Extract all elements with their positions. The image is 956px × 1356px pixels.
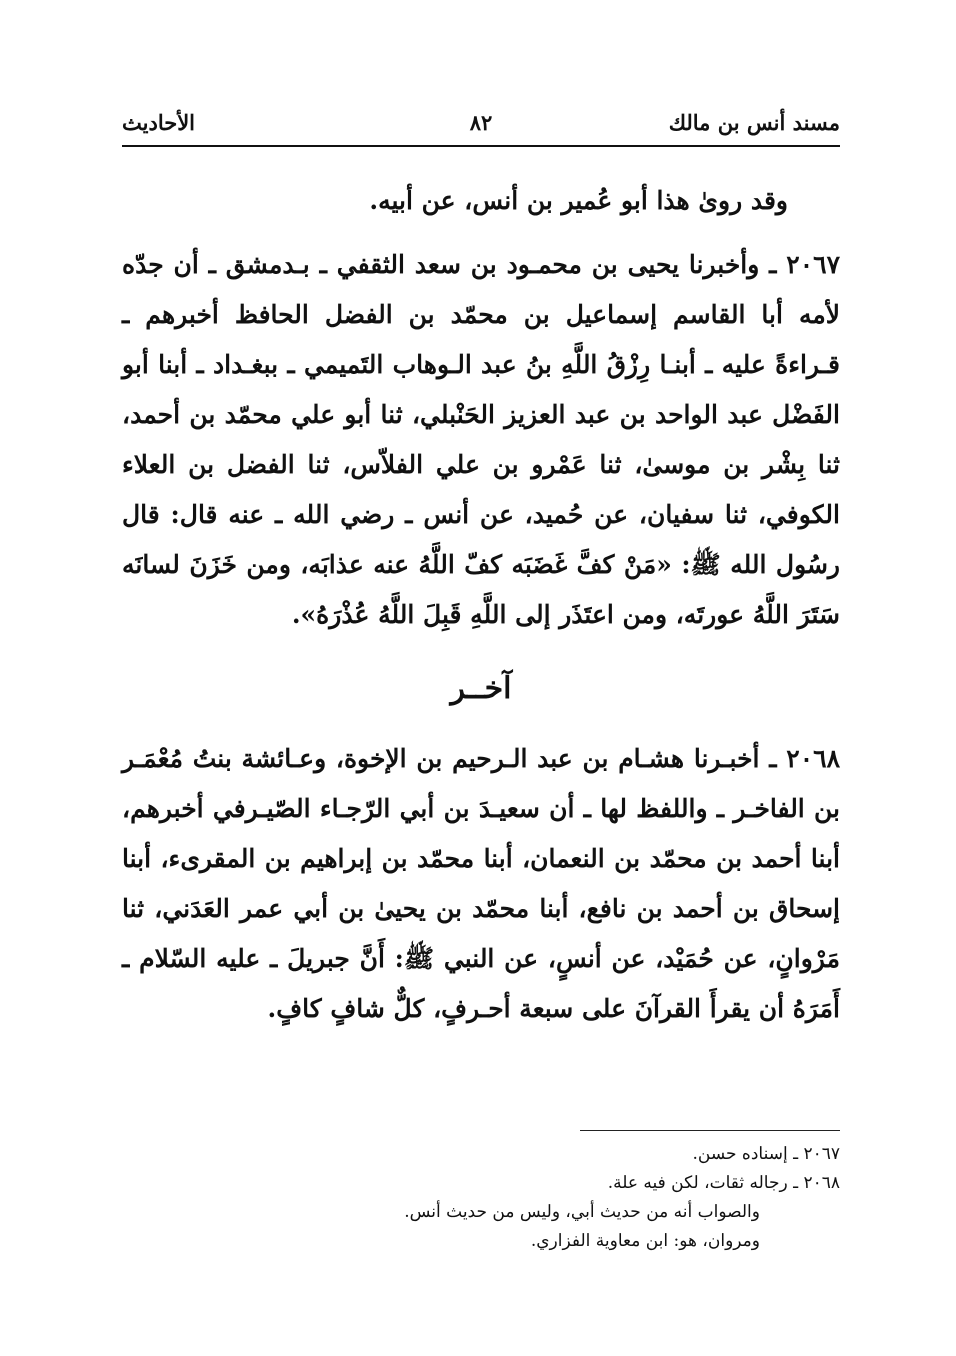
main-text [122,176,840,1034]
page-header [122,110,840,142]
footnote-divider [580,1130,840,1131]
book-title: مسند أنس بن مالك [668,110,840,135]
footnote-2067: ٢٠٦٧ ـ إسناده حسن. [692,1144,840,1164]
intro-paragraph: وقد روىٰ هذا أبو عُمير بن أنس، عن أبيه. [369,186,788,215]
hadith-2068-paragraph: ٢٠٦٨ ـ أخبـرنا هشـام بن عبد الـرحيم بن الإخوة، وعـائشة بنتُ مُعْمَـر بن الفاخـر ـ واللفظ لها ـ أن سعيـدَ بن أبي الرّجـاء الصّيـرفي أخبرهم، أبنا أحمد بن محمّد بن النعمان، أبنا محمّد بن إبراهيم بن المقرىء، أبنا إسحاق بن أحمد بن نافع، أبنا محمّد بن يحيىٰ بن أبي عمر العَدَني، ثنا مَرْوانٍ، عن حُمَيْد، عن أنسٍ، عن النبي ﷺ: أَنَّ جبريلَ ـ عليه السّلام ـ أَمَرَهُ أن يقرأَ القرآنَ على سبعة أحـرفٍ، كلٌّ شافٍ كافٍ. [122,744,840,1023]
section-title: الأحاديث [122,110,196,135]
header-divider [122,145,840,147]
hadith-2067-paragraph: ٢٠٦٧ ـ وأخبرنا يحيى بن محمـود بن سعد الثقفي ـ بـدمشق ـ أن جدّه لأمه أبا القاسم إسماعيل بن محمّد بن الفضل الحافظ أخبرهم ـ قـراءةً عليه ـ أبنـا رِزْقُ اللَّهِ بنُ عبد الـوهاب التَميمي ـ ببغـداد ـ أبنا أبو الفَضْل عبد الواحد بن عبد العزيز الحَنْبلي، ثنا أبو علي محمّد بن أحمد، ثنا بِشْر بن موسىٰ، ثنا عَمْرو بن علي الفلاّس، ثنا الفضل بن العلاء الكوفي، ثنا سفيان، عن حُميد، عن أنس ـ رضي الله ـ عنه قال: قال رسُول الله ﷺ: «مَنْ كفَّ غَضَبَه كفّ اللَّهُ عنه عذابَه، ومن خَزَنَ لسانَه سَتَرَ اللَّهُ عورتَه، ومن اعتَذَر إلى اللَّهِ قَبِلَ اللَّهُ عُذْرَهُ». [122,250,840,629]
footnote-2068-narrator-note: ومروان، هو: ابن معاوية الفزاري. [530,1231,760,1251]
footnote-2068: ٢٠٦٨ ـ رجاله ثقات، لكن فيه علة. [607,1173,840,1193]
section-heading: آخــر [450,671,512,706]
footnote-2068-continuation: والصواب أنه من حديث أبي، وليس من حديث أنس. [404,1202,760,1222]
page-number: ٨٢ [469,110,493,135]
footnotes [122,1140,840,1256]
